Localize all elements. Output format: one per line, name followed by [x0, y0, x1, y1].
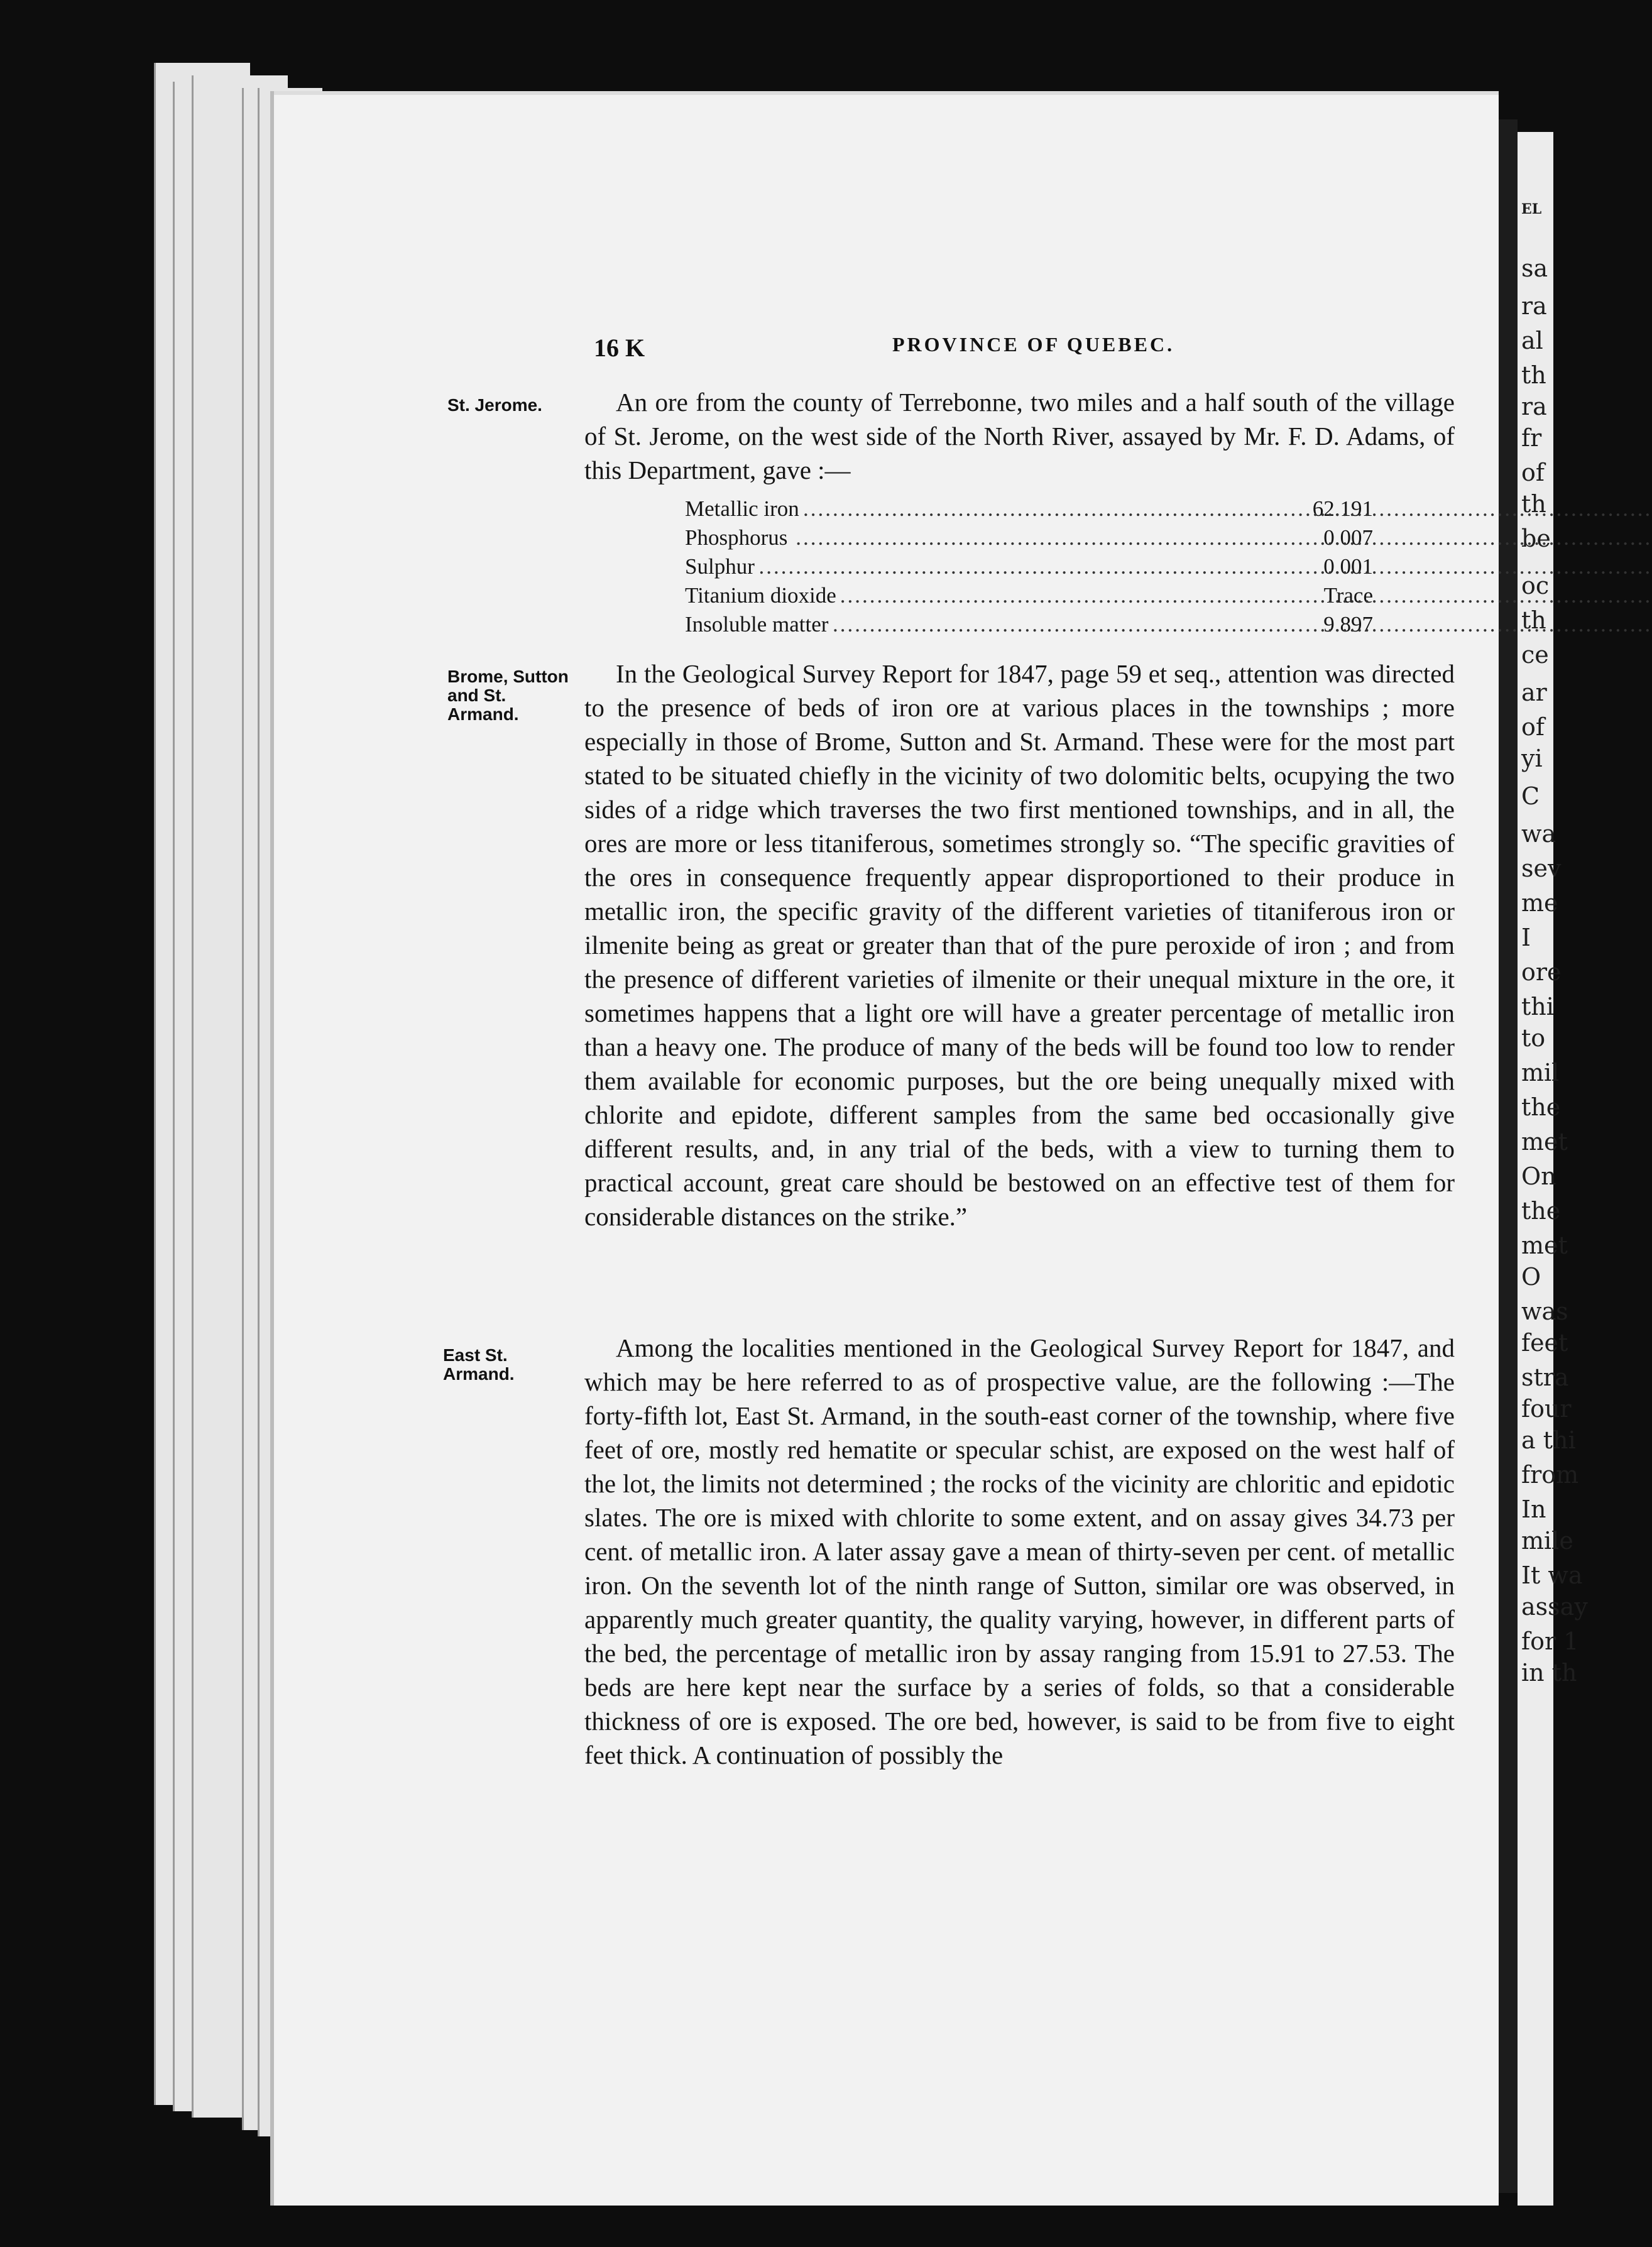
assay-label-text: Metallic iron	[685, 496, 804, 521]
assay-label	[685, 554, 1285, 583]
next-page-text: was	[1521, 1298, 1568, 1325]
next-page-text: In	[1521, 1495, 1546, 1523]
next-page-text: ra	[1521, 393, 1547, 420]
next-page-text: On	[1521, 1162, 1556, 1190]
page-gutter	[1499, 119, 1518, 2193]
next-page-text: be	[1521, 525, 1551, 552]
assay-label-text: Sulphur	[685, 554, 760, 579]
next-page-text: It wa	[1521, 1561, 1583, 1589]
next-page-text: from	[1521, 1461, 1579, 1489]
next-page-text: oc	[1521, 572, 1550, 599]
next-page-text: mil	[1521, 1059, 1560, 1086]
next-page-text: wa	[1521, 820, 1556, 848]
next-page-text: C	[1521, 782, 1540, 810]
assay-label-text: Insoluble matter	[685, 612, 833, 637]
assay-row	[685, 612, 1373, 641]
next-page-text: of	[1521, 713, 1545, 741]
next-page-text: sev	[1521, 855, 1562, 882]
next-page-text: O	[1521, 1263, 1541, 1291]
next-page-text: I	[1521, 924, 1531, 951]
next-page-text: ar	[1521, 679, 1547, 706]
assay-row	[685, 525, 1373, 554]
assay-value: 0.001	[1323, 554, 1373, 579]
margin-note-st-jerome: St. Jerome.	[447, 395, 542, 415]
assay-value: Trace	[1323, 583, 1373, 608]
assay-label	[685, 525, 1285, 554]
next-page-text: EL	[1521, 201, 1542, 217]
next-page-text: to	[1521, 1024, 1546, 1052]
next-page-text: th	[1521, 606, 1546, 634]
next-page-text: sa	[1521, 254, 1548, 282]
next-page-text: assay	[1521, 1593, 1588, 1621]
assay-table	[685, 496, 1373, 641]
next-page-text: al	[1521, 327, 1543, 354]
next-page-text: th	[1521, 361, 1546, 389]
next-page-text: in th	[1521, 1659, 1577, 1687]
next-page-text: yi	[1521, 745, 1543, 772]
next-page-text: of	[1521, 459, 1545, 486]
assay-row	[685, 496, 1373, 525]
paragraph-st-jerome: An ore from the county of Terrebonne, two miles and a half south of the village of St. Jerome, on the west side of the North River, assayed by Mr. F. D. Adams, of this Department, gave :—	[584, 388, 1455, 484]
assay-label	[685, 612, 1285, 641]
paragraph-east-st-armand: Among the localities mentioned in the Geological Survey Report for 1847, and which may be here referred to as of prospective value, are the following :—The forty-fifth lot, East St. Armand, in the south-east corner of the township, where five feet of ore, mostly red hematite or specular schist, are exposed on the west half of the lot, the limits not determined ; the rocks of the vicinity are chloritic and epidotic slates. The ore is mixed with chlorite to some extent, and on assay gives 34.73 per cent. of metallic iron. A later assay gave a mean of thirty-seven per cent. of metallic iron. On the seventh lot of the ninth range of Sutton, similar ore was observed, in apparently much greater quantity, the quality varying, however, in different parts of the bed, the percentage of metallic iron by assay ranging from 15.91 to 27.53. The beds are here kept near the surface by a series of folds, so that a considerable thickness of ore is exposed. The ore bed, however, is said to be from five to eight feet thick. A continuation of possibly the	[584, 1333, 1455, 1769]
margin-note-east-st-armand: East St. Armand.	[443, 1345, 515, 1384]
next-page-text: th	[1521, 490, 1546, 518]
next-page-text: four	[1521, 1395, 1572, 1423]
paragraph-brome: In the Geological Survey Report for 1847, page 59 et seq., attention was directed to the presence of beds of iron ore at various places in the townships ; more especially in those of Brome, Sutton and St. Armand. These were for the most part stated to be situated chiefly in the vicinity of two dolomitic belts, ocupying the two sides of a ridge which traverses the two first mentioned townships, and in all, the ores are more or less titaniferous, sometimes strongly so. “The specific gravities of the ores in consequence frequently appear disproportioned to their produce in metallic iron, the specific gravity of the different varieties of titaniferous iron or ilmenite being as great or greater than that of the pure peroxide of iron ; and from the presence of different varieties of ilmenite or their unequal mixture in the ore, it sometimes happens that a light ore will have a greater percentage of metallic iron than a heavy one. The produce of many of the beds will be found too low to render them available for economic purposes, but the ore being unequally mixed with chlorite and epidote, different samples from the same bed occasionally give different results, and, in any trial of the beds, with a view to turning them to practical account, great care should be bestowed on an effective test of them for considerable distances on the strike.”	[584, 659, 1455, 1231]
next-page-text: the	[1521, 1093, 1561, 1121]
assay-value: 62.191	[1312, 496, 1373, 521]
assay-value: 9.897	[1323, 612, 1373, 637]
assay-value: 0.007	[1323, 525, 1373, 550]
page-title: PROVINCE OF QUEBEC.	[892, 333, 1175, 356]
page-number: 16 K	[594, 334, 645, 362]
next-page-text: met	[1521, 1128, 1568, 1156]
next-page-text: thi	[1521, 993, 1554, 1020]
next-page-text: feet	[1521, 1329, 1568, 1357]
next-page-text: for 1	[1521, 1627, 1579, 1655]
next-page-text: the	[1521, 1197, 1561, 1225]
assay-row	[685, 583, 1373, 612]
next-page-text: met	[1521, 1232, 1568, 1259]
assay-label-text: Titanium dioxide	[685, 583, 841, 608]
next-page-text: a thi	[1521, 1426, 1576, 1454]
next-page-text: ra	[1521, 292, 1547, 320]
next-page-text: me	[1521, 889, 1558, 917]
margin-note-brome: Brome, Sutton and St. Armand.	[447, 667, 569, 724]
assay-label-text: Phosphorus	[685, 525, 792, 550]
next-page-fragment	[1518, 132, 1588, 2206]
next-page-text: fr	[1521, 424, 1542, 452]
next-page-text: ce	[1521, 641, 1549, 669]
next-page-text: mile	[1521, 1527, 1573, 1555]
assay-label	[685, 496, 1285, 525]
next-page-text: ore	[1521, 958, 1562, 986]
next-page-text: stra	[1521, 1364, 1569, 1391]
assay-label	[685, 583, 1285, 612]
assay-row	[685, 554, 1373, 583]
